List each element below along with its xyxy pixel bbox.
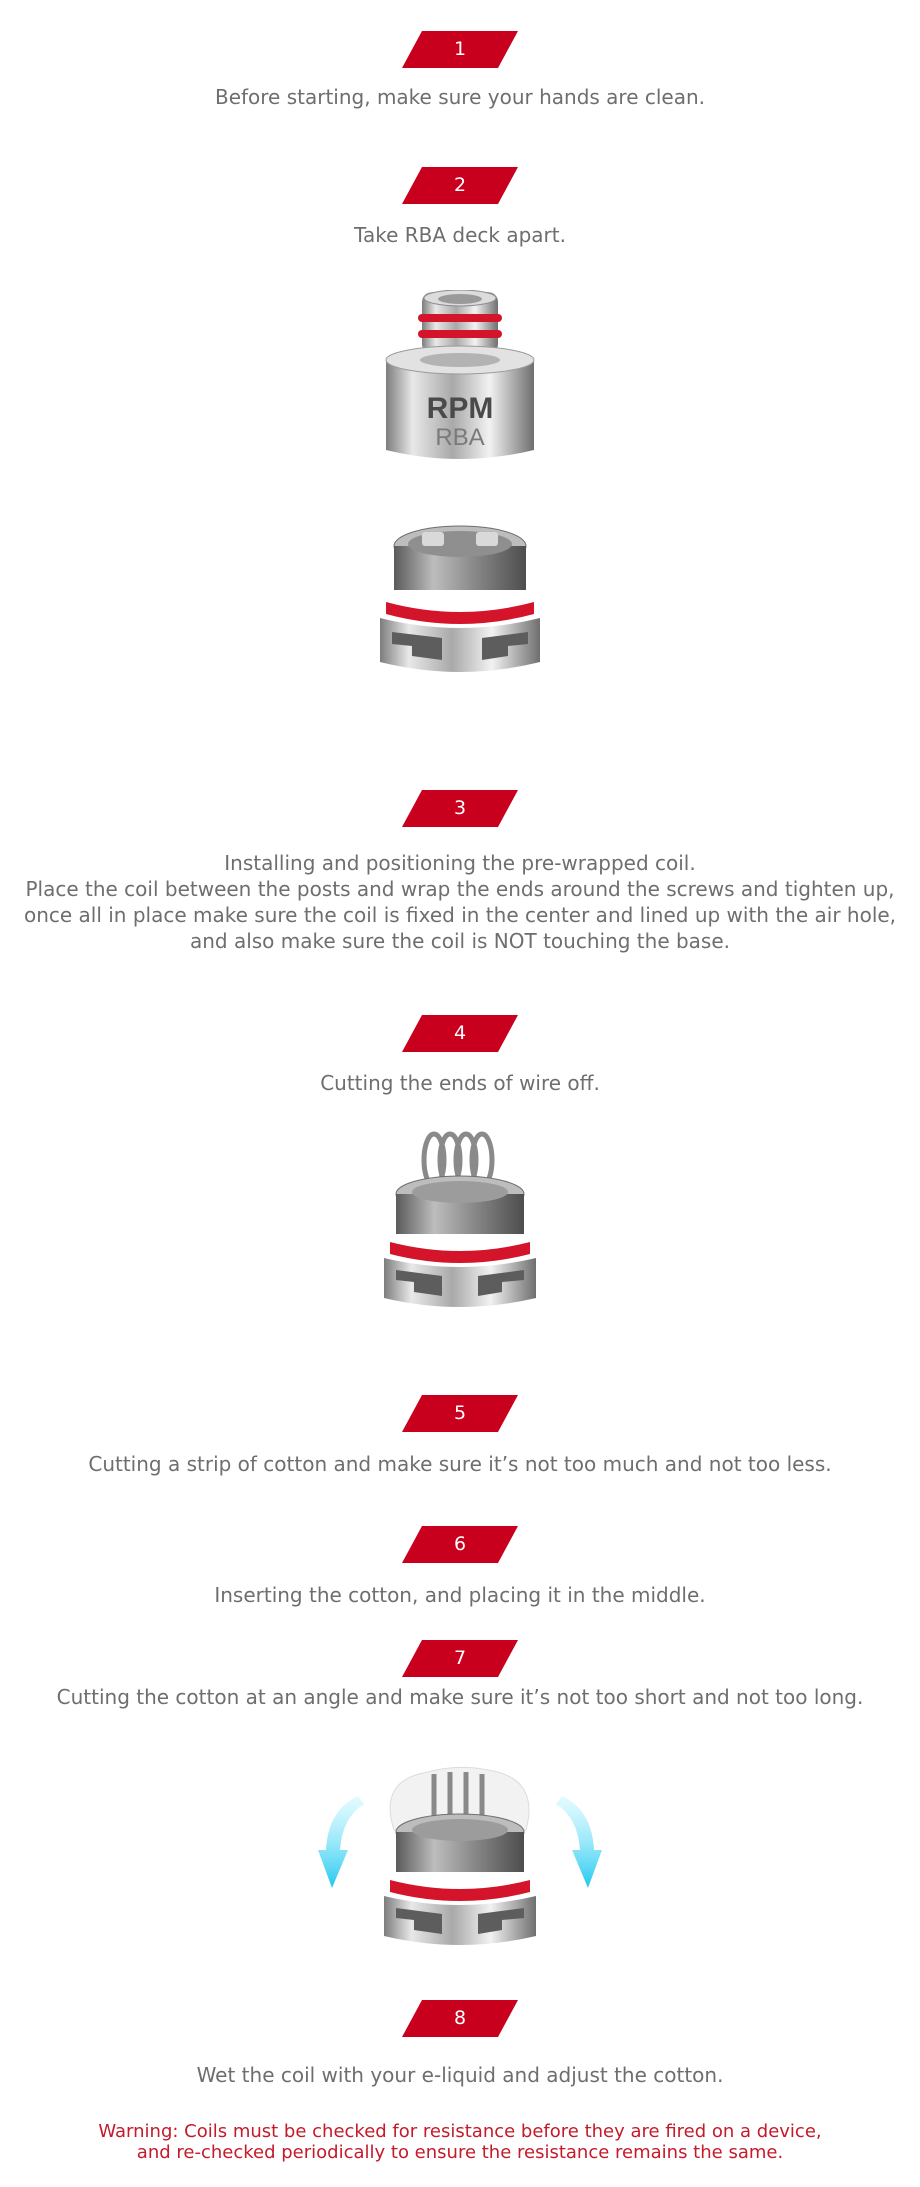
step-6-badge bbox=[402, 1526, 518, 1563]
cap-label-rba: RBA bbox=[435, 424, 485, 451]
step-3-line-3: once all in place make sure the coil is fixed in the center and lined up with the air hole, bbox=[23, 903, 897, 927]
warning-line-1: Warning: Coils must be checked for resistance before they are fired on a device, bbox=[98, 2121, 822, 2142]
step-6-number: 6 bbox=[453, 1533, 467, 1555]
step-3-badge bbox=[402, 790, 518, 827]
step-2-text: Take RBA deck apart. bbox=[354, 223, 566, 247]
step-3-line-1: Installing and positioning the pre-wrapped coil. bbox=[224, 851, 696, 875]
step-8-text: Wet the coil with your e-liquid and adjust the cotton. bbox=[196, 2063, 724, 2087]
cotton-deck-image bbox=[318, 1760, 602, 1950]
step-1-number: 1 bbox=[453, 38, 467, 60]
step-3-text bbox=[20, 850, 900, 954]
step-1-badge bbox=[402, 31, 518, 68]
step-8-badge bbox=[402, 2000, 518, 2037]
step-4-badge bbox=[402, 1015, 518, 1052]
step-8-number: 8 bbox=[453, 2007, 467, 2029]
rba-cap-image bbox=[380, 290, 540, 470]
left-arrow-icon bbox=[318, 1796, 364, 1888]
step-5-badge bbox=[402, 1395, 518, 1432]
step-5-text: Cutting a strip of cotton and make sure it’s not too much and not too less. bbox=[88, 1452, 832, 1476]
step-3-number: 3 bbox=[453, 797, 467, 819]
step-5-number: 5 bbox=[453, 1402, 467, 1424]
step-3-line-2: Place the coil between the posts and wrap the ends around the screws and tighten up, bbox=[25, 877, 895, 901]
step-7-number: 7 bbox=[453, 1647, 467, 1669]
step-4-number: 4 bbox=[453, 1022, 467, 1044]
rba-base-image bbox=[372, 520, 548, 680]
step-7-badge bbox=[402, 1640, 518, 1677]
coil-deck-image bbox=[378, 1130, 542, 1310]
step-3-line-4: and also make sure the coil is NOT touching the base. bbox=[189, 929, 731, 953]
warning-text bbox=[20, 2121, 900, 2163]
step-4-text: Cutting the ends of wire off. bbox=[320, 1071, 600, 1095]
cap-label-rpm: RPM bbox=[426, 392, 494, 425]
step-1-text: Before starting, make sure your hands are clean. bbox=[214, 85, 706, 109]
step-7-text: Cutting the cotton at an angle and make sure it’s not too short and not too long. bbox=[56, 1685, 864, 1709]
step-2-badge bbox=[402, 167, 518, 204]
warning-line-2: and re-checked periodically to ensure the resistance remains the same. bbox=[136, 2142, 784, 2163]
right-arrow-icon bbox=[556, 1796, 602, 1888]
step-2-number: 2 bbox=[453, 174, 467, 196]
step-6-text: Inserting the cotton, and placing it in the middle. bbox=[214, 1583, 706, 1607]
